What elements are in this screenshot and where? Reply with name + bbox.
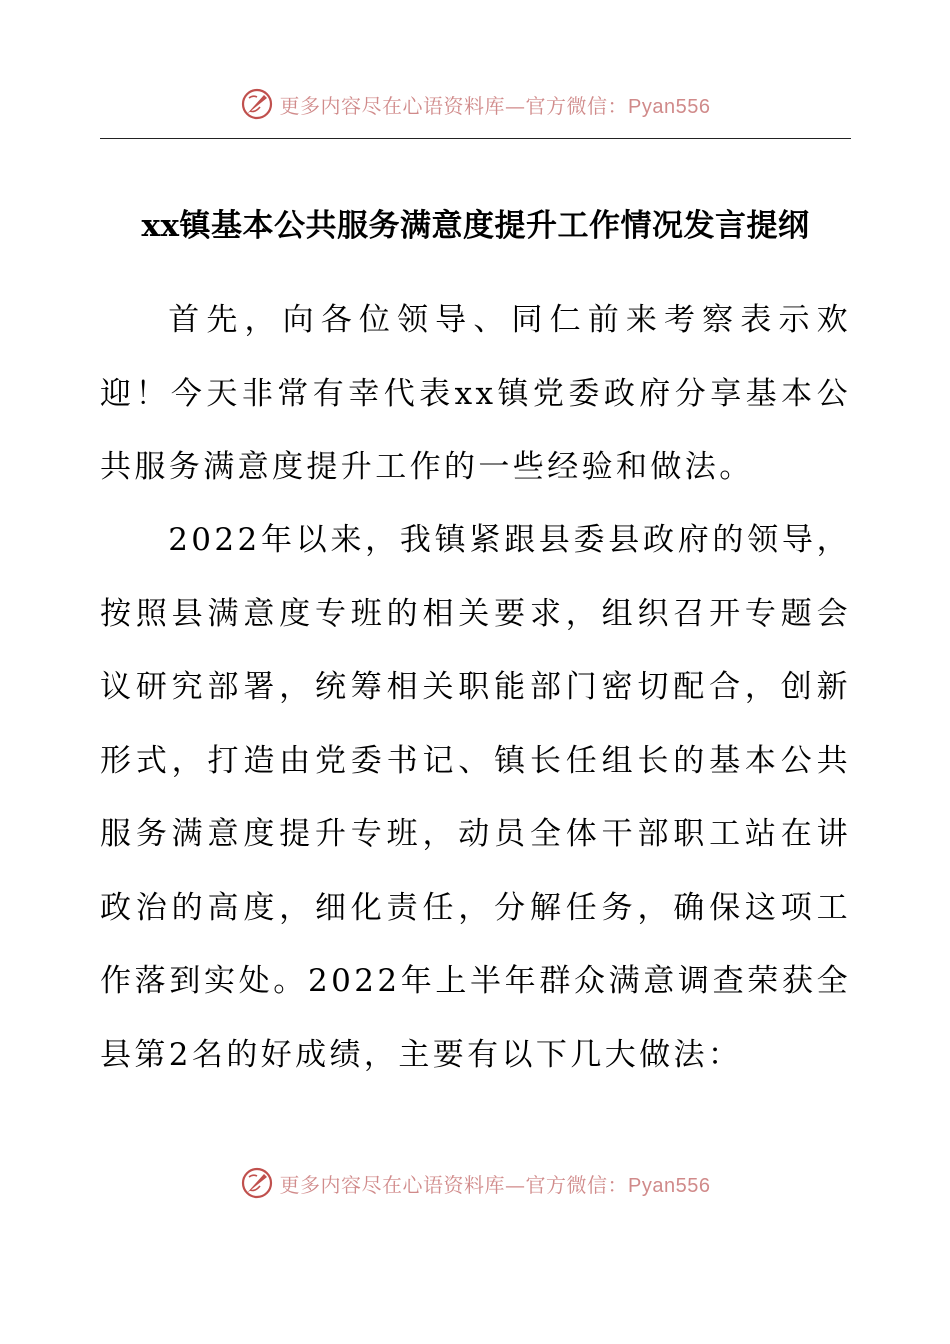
footer-banner-text	[280, 1169, 711, 1198]
quill-logo-icon	[240, 1166, 274, 1200]
quill-logo-icon	[240, 87, 274, 121]
paragraph-2: 2022年以来，我镇紧跟县委县政府的领导，按照县满意度专班的相关要求，组织召开专题会议研究部署，统筹相关职能部门密切配合，创新形式，打造由党委书记、镇长任组长的基本公共服务满意度提升专班，动员全体干部职工站在讲政治的高度，细化责任，分解任务，确保这项工作落到实处。2022年上半年群众满意调查荣获全县第2名的好成绩，主要有以下几大做法：	[100, 522, 851, 1073]
document-title: xx镇基本公共服务满意度提升工作情况发言提纲	[141, 208, 810, 244]
paragraph-1: 首先，向各位领导、同仁前来考察表示欢迎！今天非常有幸代表xx镇党委政府分享基本公共服务满意度提升工作的一些经验和做法。	[100, 302, 851, 485]
footer-watermark-banner	[0, 1163, 950, 1203]
header-banner-text	[280, 90, 711, 119]
header-banner-label: 更多内容尽在心语资料库—官方微信：	[279, 93, 629, 118]
header-banner-id: Pyan556	[628, 95, 711, 118]
header-watermark-banner	[0, 84, 950, 124]
header-divider	[100, 138, 851, 139]
footer-banner-id: Pyan556	[628, 1174, 711, 1197]
footer-banner-label: 更多内容尽在心语资料库—官方微信：	[279, 1172, 629, 1197]
